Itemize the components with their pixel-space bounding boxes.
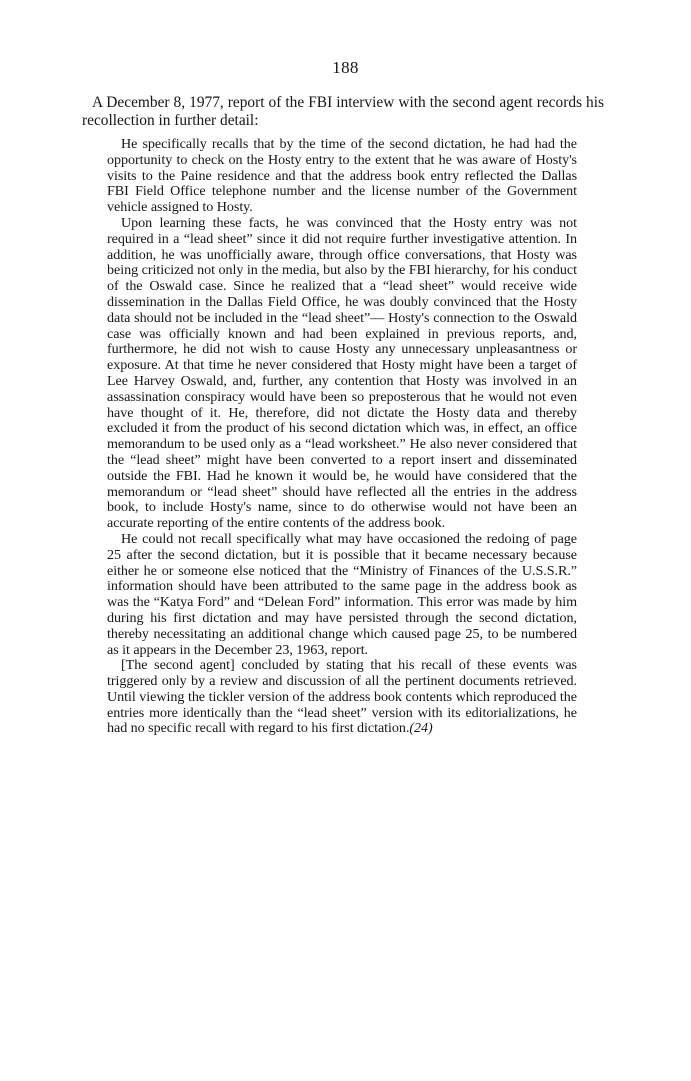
block-quote <box>107 137 577 737</box>
intro-paragraph: A December 8, 1977, report of the FBI interview with the second agent records his recollection in further detail: <box>82 94 604 129</box>
quote-paragraph-1: He specifically recalls that by the time of the second dictation, he had had the opportunity to check on the Hosty entry to the extent that he was aware of Hosty's visits to the Paine residence and that the address book entry reflected the Dallas FBI Field Office telephone number and the license number of the Government vehicle assigned to Hosty. <box>107 136 577 216</box>
quote-paragraph-2: Upon learning these facts, he was convinced that the Hosty entry was not required in a “lead sheet” since it did not require further investigative attention. In addition, he was unofficially aware, through office conversations, that Hosty was being criticized not only in the media, but also by the FBI hierarchy, for his conduct of the Oswald case. Since he realized that a “lead sheet” would receive wide dissemination in the Dallas Field Office, he was doubly convinced that the Hosty data should not be included in the “lead sheet”— Hosty's connection to the Oswald case was officially known and had been explained in previous reports, and, furthermore, he did not wish to cause Hosty any unnecessary unpleasantness or exposure. At that time he never considered that Hosty might have been a target of Lee Harvey Oswald, and, further, any contention that Hosty was involved in an assassination conspiracy would have been so preposterous that he would not even have thought of it. He, therefore, did not dictate the Hosty data and thereby excluded it from the product of his second dictation which was, in effect, an office memorandum to be used only as a “lead worksheet.” He also never considered that the “lead sheet” might have been converted to a report insert and disseminated outside the FBI. Had he known it would be, he would have considered that the memorandum or “lead sheet” should have reflected all the entries in the address book, to include Hosty's name, since to do otherwise would not have been an accurate reporting of the entire contents of the address book. <box>107 214 577 532</box>
quote-paragraph-4-text: [The second agent] concluded by stating that his recall of these events was triggered only by a review and discussion of all the pertinent documents retrieved. Until viewing the tickler version of the address book contents which reproduced the entries more identically than the “lead sheet” version with its editorializations, he had no specific recall with regard to his first dictation. <box>107 657 577 737</box>
quote-paragraph-4 <box>107 658 577 737</box>
quote-paragraph-3: He could not recall specifically what may have occasioned the redoing of page 25 after the second dictation, but it is possible that it became necessary because either he or someone else noticed that the “Ministry of Finances of the U.S.S.R.” information should have been attributed to the same page in the address book as was the “Katya Ford” and “Delean Ford” information. This error was made by him during his first dictation and may have persisted through the second dictation, thereby necessitating an additional change which caused page 25, to be numbered as it appears in the December 23, 1963, report. <box>107 530 577 658</box>
page-number: 188 <box>332 58 359 77</box>
citation: (24) <box>409 720 433 737</box>
